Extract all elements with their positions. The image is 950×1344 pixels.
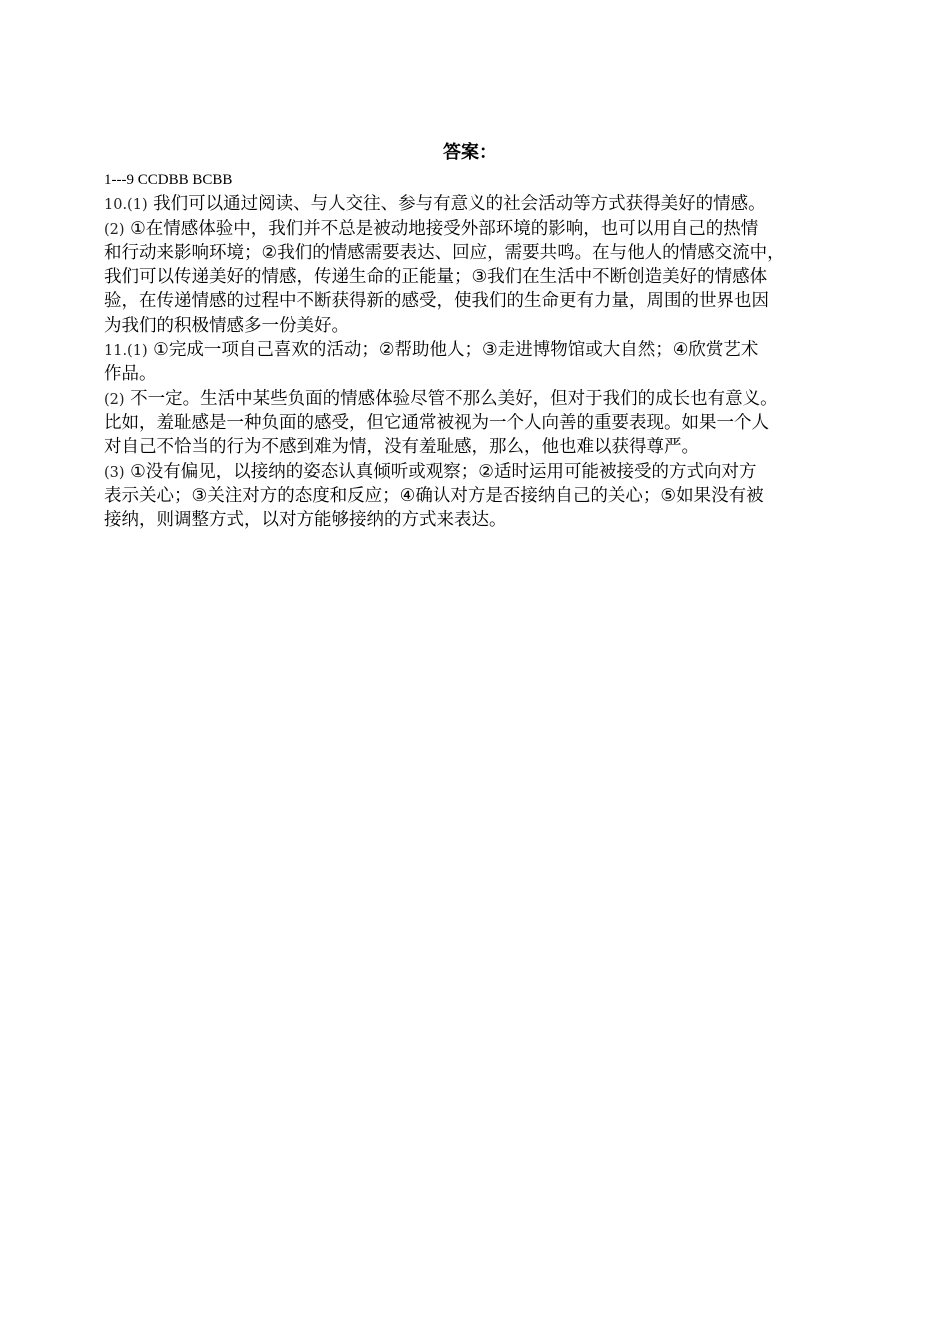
question-number: 10.(1) — [104, 197, 148, 214]
answer-line-2 — [104, 217, 864, 241]
answer-line-5 — [104, 289, 864, 313]
answer-line-1 — [104, 192, 864, 216]
answer-line-9 — [104, 387, 864, 411]
answer-text: ①在情感体验中，我们并不总是被动地接受外部环境的影响，也可以用自己的热情 — [124, 218, 759, 239]
answer-text: 作品。 — [104, 364, 157, 385]
answer-text: 验，在传递情感的过程中不断获得新的感受，使我们的生命更有力量，周围的世界也因 — [104, 291, 769, 312]
question-number: 11.(1) — [104, 343, 148, 360]
answer-line-14 — [104, 508, 864, 532]
answer-text: 不一定。生活中某些负面的情感体验尽管不那么美好，但对于我们的成长也有意义。 — [124, 388, 778, 409]
answer-text: 我们可以传递美好的情感，传递生命的正能量；③我们在生活中不断创造美好的情感体 — [104, 267, 768, 288]
answer-text: 为我们的积极情感多一份美好。 — [104, 315, 349, 336]
answer-line-7 — [104, 338, 864, 362]
answer-text: 和行动来影响环境；②我们的情感需要表达、回应，需要共鸣。在与他人的情感交流中， — [104, 242, 785, 263]
sub-question-number: (2) — [104, 221, 125, 238]
answer-text: 对自己不恰当的行为不感到难为情，没有羞耻感，那么，他也难以获得尊严。 — [104, 437, 699, 458]
answer-text: ①完成一项自己喜欢的活动；②帮助他人；③走进博物馆或大自然；④欣赏艺术 — [147, 340, 759, 361]
answer-line-4 — [104, 265, 864, 289]
multiple-choice-answers: 1---9 CCDBB BCBB — [104, 172, 233, 188]
sub-question-number: (3) — [104, 464, 125, 481]
answer-text: ①没有偏见，以接纳的姿态认真倾听或观察；②适时运用可能被接受的方式向对方 — [124, 461, 757, 482]
answer-line-12 — [104, 460, 864, 484]
answer-line-10 — [104, 411, 864, 435]
answer-line-6 — [104, 314, 864, 338]
sub-question-number: (2) — [104, 391, 125, 408]
answer-line-8 — [104, 362, 864, 386]
answer-text: 我们可以通过阅读、与人交往、参与有意义的社会活动等方式获得美好的情感。 — [147, 194, 766, 215]
page-title: 答案： — [443, 142, 497, 163]
answer-line-11 — [104, 435, 864, 459]
answer-text: 比如，羞耻感是一种负面的感受，但它通常被视为一个人向善的重要表现。如果一个人 — [104, 412, 769, 433]
answer-text: 表示关心；③关注对方的态度和反应；④确认对方是否接纳自己的关心；⑤如果没有被 — [104, 485, 764, 506]
answer-line-13 — [104, 484, 864, 508]
answer-line-3 — [104, 241, 864, 265]
answer-content — [104, 168, 864, 532]
answer-text: 接纳，则调整方式，以对方能够接纳的方式来表达。 — [104, 510, 507, 531]
